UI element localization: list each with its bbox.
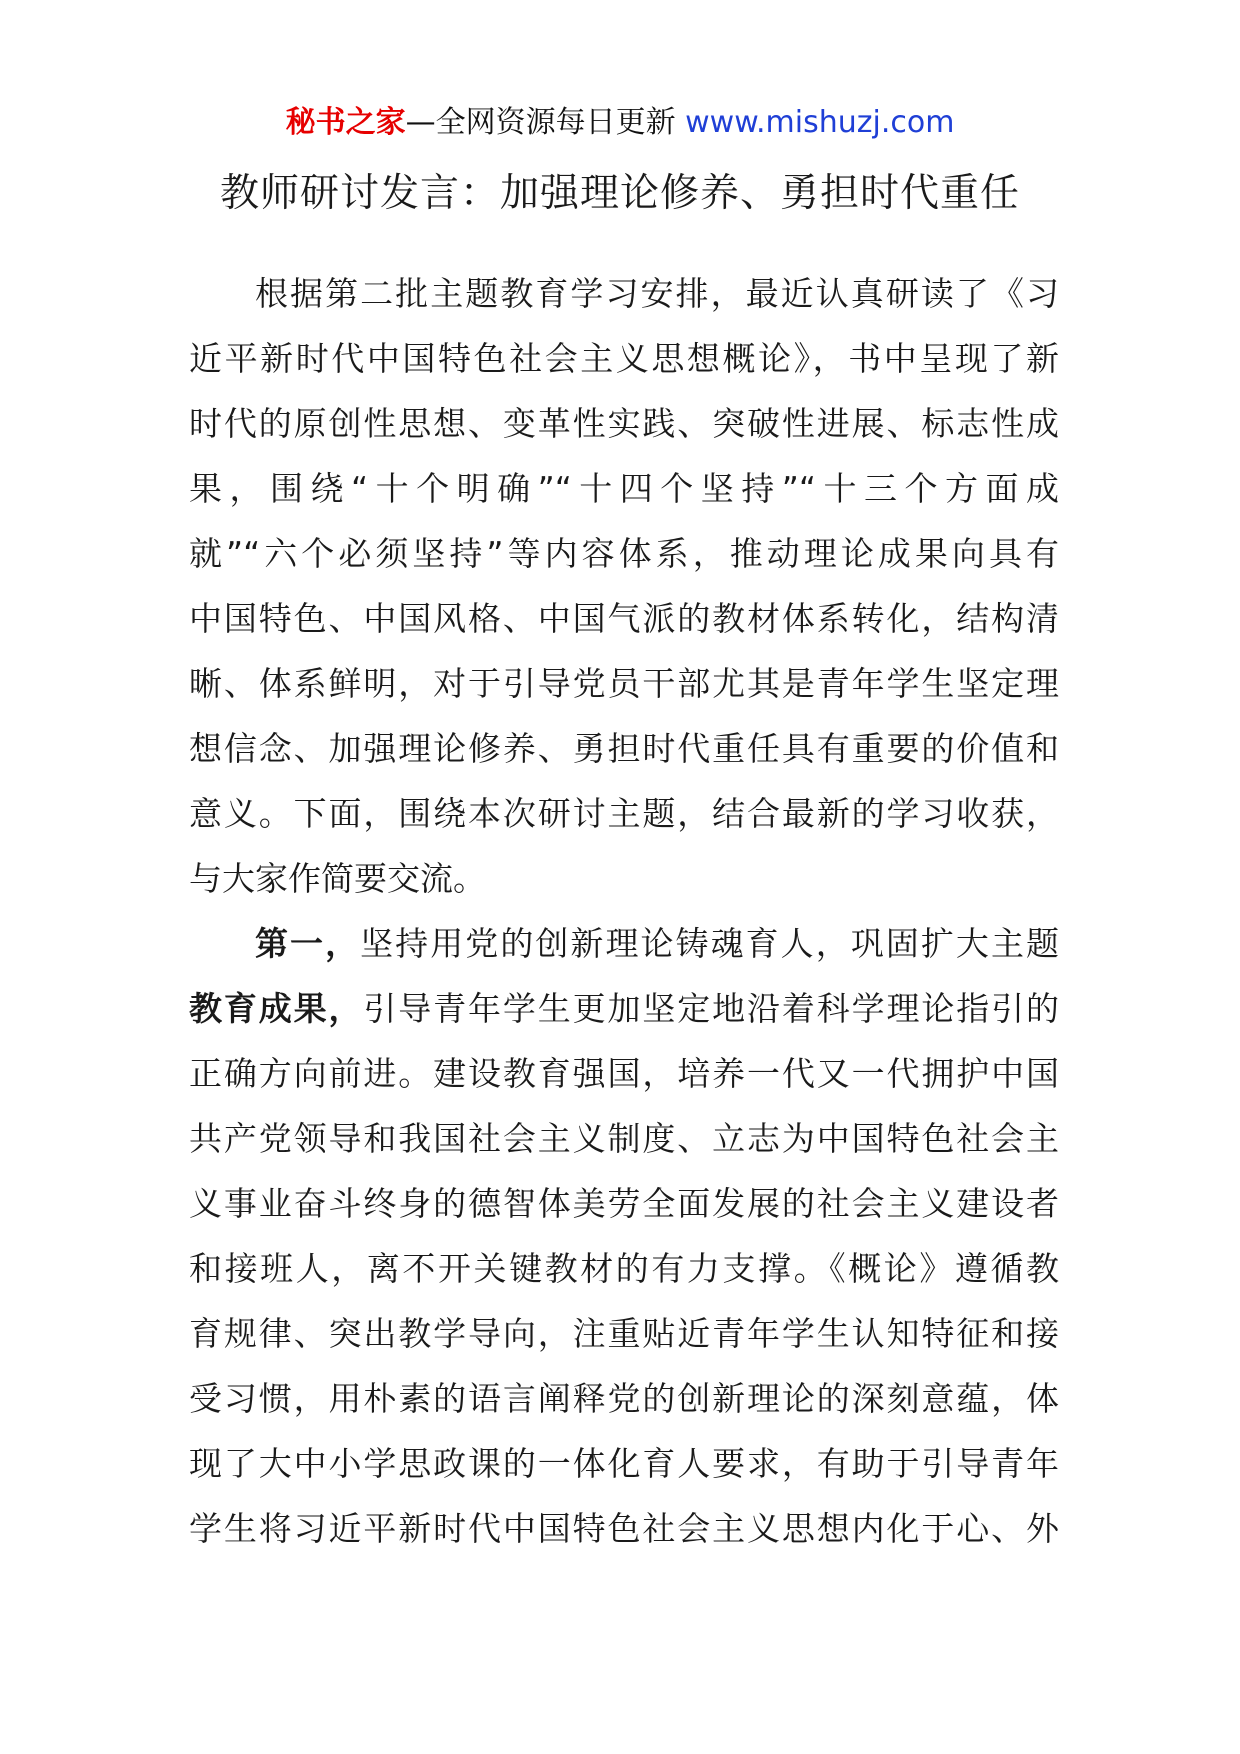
paragraph-line: 受习惯，用朴素的语言阐释党的创新理论的深刻意蕴，体	[189, 1379, 1059, 1418]
header-tagline: —全网资源每日更新	[405, 105, 686, 140]
paragraph-line: 共产党领导和我国社会主义制度、立志为中国特色社会主	[189, 1119, 1059, 1158]
paragraph-line	[189, 911, 1059, 976]
paragraph-line: 育规律、突出教学导向，注重贴近青年学生认知特征和接	[189, 1314, 1059, 1353]
paragraph-line: 晰、体系鲜明，对于引导党员干部尤其是青年学生坚定理	[189, 664, 1059, 703]
paragraph-line: 正确方向前进。建设教育强国，培养一代又一代拥护中国	[189, 1054, 1059, 1093]
paragraph-line: 果，围绕“十个明确”“十四个坚持”“十三个方面成	[189, 469, 1059, 508]
paragraph-line: 现了大中小学思政课的一体化育人要求，有助于引导青年	[189, 1444, 1059, 1483]
paragraph-line: 意义。下面，围绕本次研讨主题，结合最新的学习收获，	[189, 794, 1059, 833]
paragraph-line: 就”“六个必须坚持”等内容体系，推动理论成果向具有	[189, 534, 1059, 573]
paragraph-line: 义事业奋斗终身的德智体美劳全面发展的社会主义建设者	[189, 1184, 1059, 1223]
paragraph-line: 和接班人，离不开关键教材的有力支撑。《概论》遵循教	[189, 1249, 1059, 1288]
paragraph-line-text: 坚持用党的创新理论铸魂育人，巩固扩大主题	[360, 924, 1060, 963]
brand-name: 秘书之家	[285, 105, 406, 140]
paragraph-line: 近平新时代中国特色社会主义思想概论》，书中呈现了新	[189, 339, 1059, 378]
paragraph-lead-bold: 第一，	[255, 924, 361, 963]
paragraph-line: 与大家作简要交流。	[189, 859, 486, 898]
paragraph-line: 根据第二批主题教育学习安排，最近认真研读了《习	[255, 274, 1059, 313]
paragraph-line: 时代的原创性思想、变革性实践、突破性进展、标志性成	[189, 404, 1059, 443]
paragraph-line: 学生将习近平新时代中国特色社会主义思想内化于心、外	[189, 1509, 1059, 1548]
site-url-link[interactable]: www.mishuzj.com	[685, 105, 955, 140]
paragraph-line: 想信念、加强理论修养、勇担时代重任具有重要的价值和	[189, 729, 1059, 768]
paragraph-line	[189, 976, 1059, 1041]
paragraph-bold-phrase: 教育成果，	[189, 989, 364, 1028]
paragraph-line-text: 引导青年学生更加坚定地沿着科学理论指引的	[363, 989, 1059, 1028]
site-header	[0, 103, 1240, 143]
document-title: 教师研讨发言：加强理论修养、勇担时代重任	[219, 171, 1020, 216]
paragraph-line: 中国特色、中国风格、中国气派的教材体系转化，结构清	[189, 599, 1059, 638]
document-body	[189, 261, 1059, 1561]
